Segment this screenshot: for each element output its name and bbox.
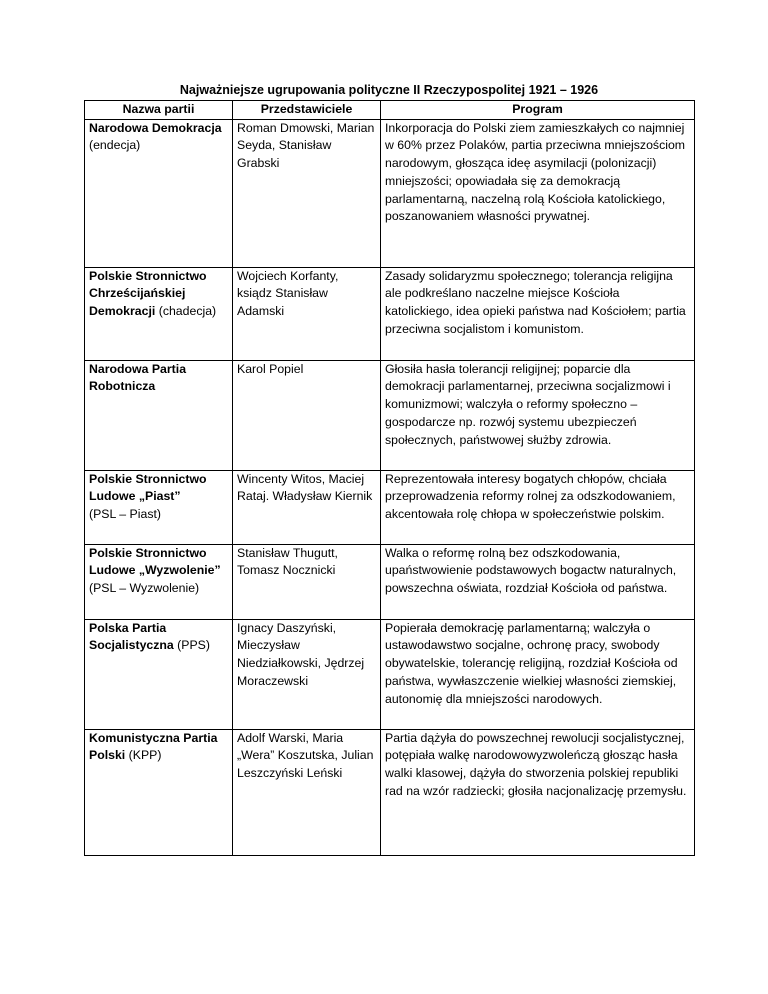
header-party-name: Nazwa partii bbox=[85, 101, 233, 120]
header-program: Program bbox=[381, 101, 695, 120]
party-nickname: (PSL – Wyzwolenie) bbox=[89, 581, 200, 596]
program-cell: Popierała demokrację parlamentarną; walczyła o ustawodawstwo socjalne, ochronę pracy, swobody obywatelskie, tolerancję religijną, rozdział Kościoła od państwa, wywłaszczenie wielkiej własności ziemskiej, autonomię dla mniejszości narodowych. bbox=[381, 619, 695, 729]
party-name-cell bbox=[85, 360, 233, 470]
program-cell: Głosiła hasła tolerancji religijnej; poparcie dla demokracji parlamentarnej, przeciwna socjalizmowi i komunizmowi; walczyła o reformy społeczno – gospodarcze np. rozwój systemu ubezpieczeń społecznych, państwowej służby zdrowia. bbox=[381, 360, 695, 470]
table-row bbox=[85, 619, 695, 729]
party-name-cell bbox=[85, 267, 233, 360]
program-cell: Zasady solidaryzmu społecznego; tolerancja religijna ale podkreślano naczelne miejsce Kościoła katolickiego, idea opieki państwa nad Kościołem; partia przeciwna socjalistom i komunistom. bbox=[381, 267, 695, 360]
party-name-cell bbox=[85, 619, 233, 729]
representatives-cell: Wojciech Korfanty, ksiądz Stanisław Adamski bbox=[233, 267, 381, 360]
table-row bbox=[85, 470, 695, 544]
party-nickname: (PSL – Piast) bbox=[89, 507, 161, 522]
party-nickname: (PPS) bbox=[173, 638, 210, 653]
program-cell: Partia dążyła do powszechnej rewolucji socjalistycznej, potępiała walkę narodowowyzwoleńczą głosząc hasła walki klasowej, dążyła do stworzenia polskiej republiki rad na wzór radziecki; głosiła nacjonalizację przemysłu. bbox=[381, 729, 695, 855]
table-row bbox=[85, 360, 695, 470]
representatives-cell: Ignacy Daszyński, Mieczysław Niedziałkowski, Jędrzej Moraczewski bbox=[233, 619, 381, 729]
table-header-row bbox=[85, 101, 695, 120]
party-name: Polskie Stronnictwo Ludowe „Wyzwolenie” bbox=[89, 545, 221, 578]
representatives-cell: Adolf Warski, Maria „Wera” Koszutska, Julian Leszczyński Leński bbox=[233, 729, 381, 855]
party-name: Narodowa Demokracja bbox=[89, 120, 222, 135]
party-name-cell bbox=[85, 119, 233, 267]
document-title: Najważniejsze ugrupowania polityczne II Rzeczypospolitej 1921 – 1926 bbox=[179, 83, 599, 97]
header-representatives: Przedstawiciele bbox=[233, 101, 381, 120]
party-name: Komunistyczna Partia Polski bbox=[89, 730, 218, 763]
party-nickname: (KPP) bbox=[125, 748, 162, 763]
party-name: Narodowa Partia Robotnicza bbox=[89, 361, 187, 394]
party-name-cell bbox=[85, 470, 233, 544]
program-cell: Reprezentowała interesy bogatych chłopów, chciała przeprowadzenia reformy rolnej za odszkodowaniem, akcentowała rolę chłopa w społeczeństwie polskim. bbox=[381, 470, 695, 544]
table-row bbox=[85, 729, 695, 855]
program-cell: Inkorporacja do Polski ziem zamieszkałych co najmniej w 60% przez Polaków, partia przeciwna mniejszościom narodowym, głosząca ideę asymilacji (polonizacji) mniejszości; opowiadała się za demokracją parlamentarną, naczelną rolą Kościoła katolickiego, poszanowaniem własności prywatnej. bbox=[381, 119, 695, 267]
party-name-cell bbox=[85, 544, 233, 619]
parties-table bbox=[84, 100, 695, 856]
representatives-cell: Roman Dmowski, Marian Seyda, Stanisław Grabski bbox=[233, 119, 381, 267]
table-row bbox=[85, 544, 695, 619]
party-name: Polskie Stronnictwo Chrześcijańskiej Demokracji bbox=[89, 268, 207, 319]
party-name: Polska Partia Socjalistyczna bbox=[89, 620, 174, 653]
representatives-cell: Wincenty Witos, Maciej Rataj. Władysław Kiernik bbox=[233, 470, 381, 544]
representatives-cell: Stanisław Thugutt, Tomasz Nocznicki bbox=[233, 544, 381, 619]
table-row bbox=[85, 119, 695, 267]
party-name: Polskie Stronnictwo Ludowe „Piast” bbox=[89, 471, 207, 504]
table-row bbox=[85, 267, 695, 360]
representatives-cell: Karol Popiel bbox=[233, 360, 381, 470]
party-nickname: (endecja) bbox=[89, 138, 141, 153]
program-cell: Walka o reformę rolną bez odszkodowania, upaństwowienie podstawowych bogactw naturalnych, powszechna oświata, rozdział Kościoła od państwa. bbox=[381, 544, 695, 619]
party-nickname: (chadecja) bbox=[155, 304, 217, 319]
party-name-cell bbox=[85, 729, 233, 855]
